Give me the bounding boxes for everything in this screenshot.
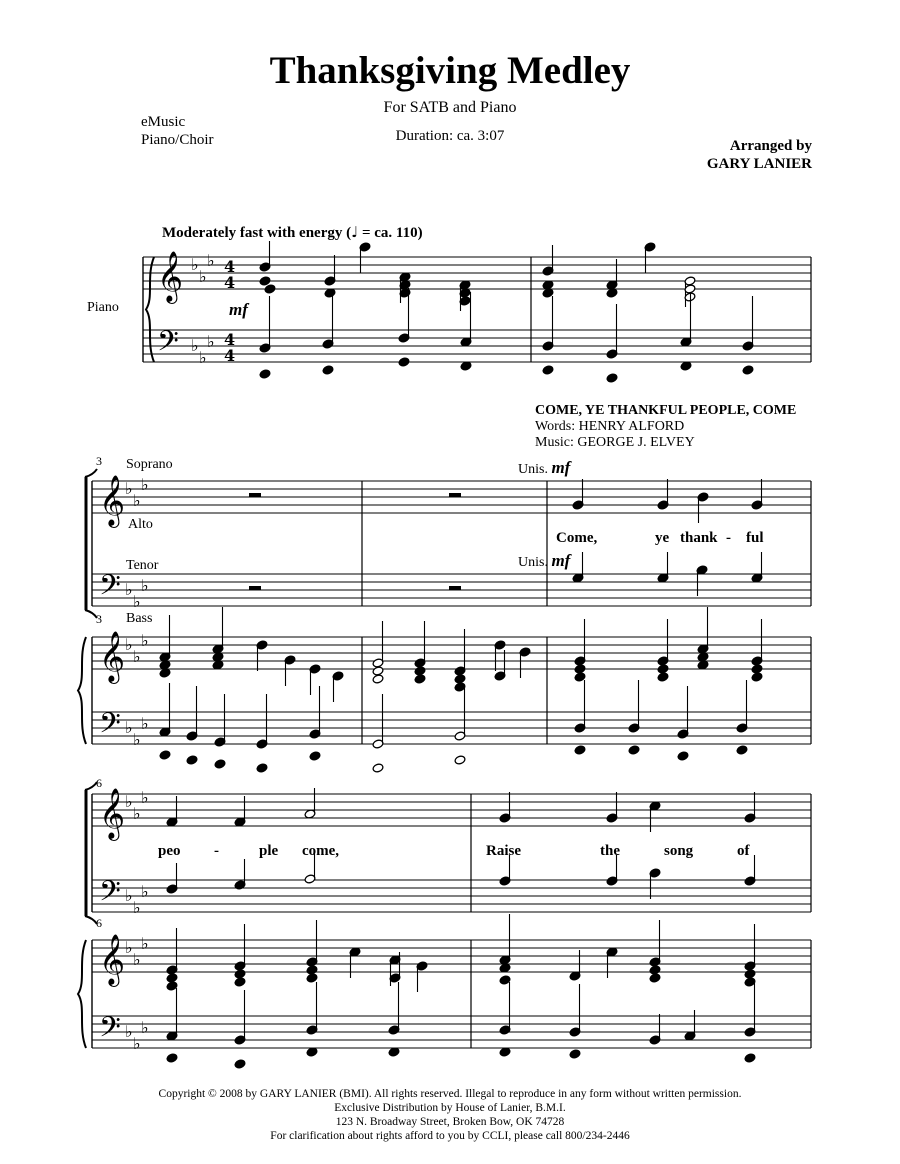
flat-icon: ♭ bbox=[133, 647, 141, 666]
note-head bbox=[166, 1053, 178, 1063]
copyright-line-1: Copyright © 2008 by GARY LANIER (BMI). All rights reserved. Illegal to reproduce in any form without written permission. bbox=[158, 1088, 742, 1100]
note-head bbox=[214, 759, 226, 769]
tempo-text-before: Moderately fast with energy ( bbox=[162, 225, 352, 241]
measure-number-3-choir: 3 bbox=[96, 454, 102, 468]
flat-icon: ♭ bbox=[133, 1034, 141, 1053]
measure-number-3-piano: 3 bbox=[96, 612, 102, 626]
lyric-of: of bbox=[737, 843, 750, 859]
note-head bbox=[574, 745, 586, 755]
note-head bbox=[234, 1059, 246, 1069]
lyric-raise: Raise bbox=[486, 843, 521, 859]
flat-icon: ♭ bbox=[191, 336, 199, 355]
note-head bbox=[677, 751, 689, 761]
lyric-hyphen-2: - bbox=[214, 843, 219, 859]
flat-icon: ♭ bbox=[125, 792, 133, 811]
note-head bbox=[574, 664, 586, 674]
time-signature-bottom: 4 bbox=[224, 273, 236, 292]
treble-clef-icon: 𝄞 bbox=[99, 788, 126, 839]
note-head bbox=[166, 973, 178, 983]
flat-icon: ♭ bbox=[125, 635, 133, 654]
bracket-hook bbox=[85, 469, 97, 477]
note-head bbox=[454, 755, 466, 765]
bracket-hook bbox=[85, 610, 97, 618]
note-head bbox=[234, 969, 246, 979]
flat-icon: ♭ bbox=[191, 255, 199, 274]
copyright-footer bbox=[0, 1087, 900, 1143]
whole-rest bbox=[249, 586, 261, 590]
arranged-by-label: Arranged by bbox=[729, 138, 812, 154]
note-head bbox=[372, 674, 384, 684]
mf-dynamic: mf bbox=[551, 551, 571, 570]
lyric-thank: thank bbox=[680, 530, 718, 546]
note-head bbox=[454, 674, 466, 684]
note-head bbox=[414, 674, 426, 684]
measure-number-6-piano: 6 bbox=[96, 916, 102, 930]
flat-icon: ♭ bbox=[125, 580, 133, 599]
note-head bbox=[372, 666, 384, 676]
flat-icon: ♭ bbox=[207, 332, 215, 351]
flat-icon: ♭ bbox=[141, 788, 149, 807]
alto-label: Alto bbox=[128, 517, 153, 532]
note-head bbox=[186, 755, 198, 765]
lyric-the: the bbox=[600, 843, 620, 859]
note-head bbox=[744, 969, 756, 979]
flat-icon: ♭ bbox=[133, 898, 141, 917]
flat-icon: ♭ bbox=[133, 491, 141, 510]
note-head bbox=[322, 365, 334, 375]
measure-number-6-choir: 6 bbox=[96, 776, 102, 790]
flat-icon: ♭ bbox=[125, 886, 133, 905]
note-head bbox=[742, 365, 754, 375]
note-head bbox=[264, 284, 276, 294]
lyric-ye: ye bbox=[655, 530, 670, 546]
bracket-hook bbox=[85, 782, 97, 790]
flat-icon: ♭ bbox=[125, 938, 133, 957]
publisher-line-1: eMusic bbox=[141, 114, 186, 130]
whole-rest bbox=[249, 493, 261, 497]
whole-rest bbox=[449, 586, 461, 590]
treble-clef-icon: 𝄞 bbox=[99, 934, 126, 985]
note-head bbox=[751, 664, 763, 674]
note-head bbox=[744, 1053, 756, 1063]
copyright-line-3: 123 N. Broadway Street, Broken Bow, OK 74728 bbox=[335, 1116, 565, 1128]
bass-clef-icon: 𝄢 bbox=[99, 707, 121, 747]
unis-text: Unis. bbox=[518, 462, 548, 477]
soprano-label: Soprano bbox=[126, 457, 173, 472]
flat-icon: ♭ bbox=[133, 592, 141, 611]
brace bbox=[78, 637, 86, 744]
treble-clef-icon: 𝄞 bbox=[99, 475, 126, 526]
note-head bbox=[309, 751, 321, 761]
page-title: Thanksgiving Medley bbox=[269, 49, 631, 92]
flat-icon: ♭ bbox=[141, 1018, 149, 1037]
note-head bbox=[569, 1049, 581, 1059]
note-head bbox=[628, 745, 640, 755]
lyric-come-2: come, bbox=[302, 843, 340, 859]
song-music: Music: GEORGE J. ELVEY bbox=[535, 435, 695, 450]
note-head bbox=[159, 750, 171, 760]
note-head bbox=[372, 763, 384, 773]
tenor-label: Tenor bbox=[126, 558, 159, 573]
note-head bbox=[657, 664, 669, 674]
time-signature-bottom: 4 bbox=[224, 346, 236, 365]
flat-icon: ♭ bbox=[199, 348, 207, 367]
flat-icon: ♭ bbox=[125, 1022, 133, 1041]
note-head bbox=[259, 369, 271, 379]
song-title: COME, YE THANKFUL PEOPLE, COME bbox=[535, 403, 797, 418]
whole-rest bbox=[449, 493, 461, 497]
note-head bbox=[256, 763, 268, 773]
flat-icon: ♭ bbox=[141, 576, 149, 595]
note-head bbox=[306, 965, 318, 975]
flat-icon: ♭ bbox=[141, 714, 149, 733]
lyric-peo: peo bbox=[158, 843, 181, 859]
bass-label: Bass bbox=[126, 611, 153, 626]
bass-clef-icon: 𝄢 bbox=[99, 569, 121, 609]
time-signature-top: 4 bbox=[224, 257, 236, 276]
note-head bbox=[542, 365, 554, 375]
note-head bbox=[606, 373, 618, 383]
bass-clef-icon: 𝄢 bbox=[99, 1011, 121, 1051]
note-head bbox=[398, 357, 410, 367]
flat-icon: ♭ bbox=[207, 251, 215, 270]
copyright-line-2: Exclusive Distribution by House of Lanier, B.M.I. bbox=[334, 1102, 566, 1114]
flat-icon: ♭ bbox=[125, 479, 133, 498]
treble-clef-icon: 𝄞 bbox=[157, 251, 184, 302]
time-signature-top: 4 bbox=[224, 330, 236, 349]
treble-clef-icon: 𝄞 bbox=[99, 631, 126, 682]
piano-label: Piano bbox=[87, 300, 119, 315]
flat-icon: ♭ bbox=[133, 804, 141, 823]
bass-clef-icon: 𝄢 bbox=[99, 875, 121, 915]
note-head bbox=[649, 965, 661, 975]
note-head bbox=[736, 745, 748, 755]
lyric-come: Come, bbox=[556, 530, 598, 546]
note-head bbox=[306, 973, 318, 983]
flat-icon: ♭ bbox=[141, 475, 149, 494]
flat-icon: ♭ bbox=[133, 730, 141, 749]
copyright-line-4: For clarification about rights afford to you by CCLI, please call 800/234-2446 bbox=[270, 1130, 630, 1142]
duration: Duration: ca. 3:07 bbox=[395, 128, 505, 144]
lyric-ful: ful bbox=[746, 530, 764, 546]
mf-dynamic-piano: mf bbox=[229, 300, 248, 319]
flat-icon: ♭ bbox=[141, 882, 149, 901]
note-head bbox=[657, 672, 669, 682]
brace bbox=[78, 940, 86, 1048]
lyric-song: song bbox=[664, 843, 694, 859]
note-head bbox=[414, 666, 426, 676]
flat-icon: ♭ bbox=[141, 934, 149, 953]
unis-text: Unis. bbox=[518, 555, 548, 570]
arranger-name: GARY LANIER bbox=[706, 156, 812, 172]
subtitle: For SATB and Piano bbox=[383, 99, 517, 116]
bass-clef-icon: 𝄢 bbox=[157, 325, 179, 365]
quarter-note-icon: ♩ bbox=[351, 223, 359, 241]
publisher-line-2: Piano/Choir bbox=[141, 132, 214, 148]
flat-icon: ♭ bbox=[141, 631, 149, 650]
note-head bbox=[751, 672, 763, 682]
flat-icon: ♭ bbox=[199, 267, 207, 286]
note-head bbox=[649, 973, 661, 983]
note-head bbox=[234, 977, 246, 987]
flat-icon: ♭ bbox=[133, 950, 141, 969]
note-head bbox=[259, 276, 271, 286]
mf-dynamic: mf bbox=[551, 458, 571, 477]
lyric-ple: ple bbox=[259, 843, 279, 859]
song-words: Words: HENRY ALFORD bbox=[535, 419, 685, 434]
flat-icon: ♭ bbox=[125, 718, 133, 737]
tempo-text-after: = ca. 110) bbox=[358, 225, 423, 241]
lyric-hyphen: - bbox=[726, 530, 731, 546]
bracket-hook bbox=[85, 916, 97, 924]
